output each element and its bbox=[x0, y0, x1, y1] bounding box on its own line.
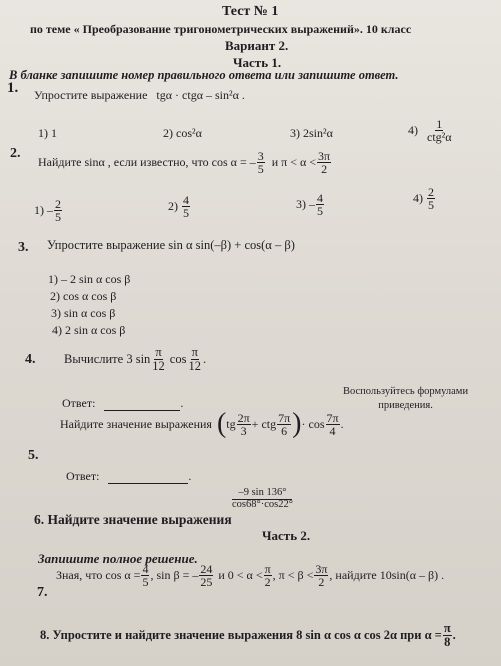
q2-range-denominator: 2 bbox=[321, 162, 328, 176]
q4-answer-label: Ответ: bbox=[62, 396, 96, 410]
q3-text: Упростите выражение sin α sin(–β) + cos(α – β) bbox=[47, 238, 295, 252]
q2-opt3-num: 4 bbox=[317, 191, 323, 205]
q8-den: 8 bbox=[444, 634, 451, 649]
q2-opt1-num: 2 bbox=[55, 197, 61, 211]
q5-hint: Воспользуйтесь формулами приведения. bbox=[343, 386, 469, 411]
q5-left-paren: ( bbox=[216, 408, 227, 439]
q7-cos-den: 5 bbox=[142, 575, 149, 589]
q2-range-numerator: 3π bbox=[318, 149, 331, 163]
q4-fraction-1 bbox=[151, 346, 166, 372]
q7-sin-num: 24 bbox=[200, 562, 213, 576]
q7-line bbox=[56, 563, 444, 588]
q6-numerator: –9 sin 136° bbox=[232, 488, 292, 500]
q1-expression: tgα · ctgα – sin²α . bbox=[156, 88, 245, 102]
q1-option-4-fraction bbox=[426, 118, 453, 143]
q5-fraction-c bbox=[326, 412, 340, 437]
q1-option-2: 2) cos²α bbox=[163, 126, 202, 140]
q7-cond1: и 0 < α < bbox=[218, 568, 263, 582]
q2-option-3-fraction bbox=[316, 192, 324, 217]
q3-option-2: 2) cos α cos β bbox=[50, 289, 117, 303]
q5-a-den: 3 bbox=[240, 423, 247, 438]
q2-option-1 bbox=[34, 198, 63, 223]
q8-line bbox=[40, 622, 456, 648]
q5-c-num: 7π bbox=[326, 410, 339, 425]
q3-number: 3. bbox=[18, 240, 29, 255]
q5-answer-label: Ответ: bbox=[66, 469, 100, 483]
q1-opt4-numerator: 1 bbox=[436, 117, 443, 131]
q8-end: . bbox=[452, 627, 456, 642]
q2-opt1-den: 5 bbox=[55, 210, 61, 224]
q2-opt3-den: 5 bbox=[317, 204, 323, 218]
q8-text: 8. Упростите и найдите значение выражения 8 sin α cos α cos 2α при α = bbox=[40, 627, 442, 642]
q6-text: 6. Найдите значение выражения bbox=[34, 512, 232, 527]
q2-cos-denominator: 5 bbox=[257, 162, 264, 176]
q4-f1-num: π bbox=[155, 345, 162, 359]
q2-text: Найдите sinα , если известно, что cos α = – bbox=[38, 155, 256, 169]
q4-f2-num: π bbox=[191, 345, 198, 359]
q5-right-paren: ) bbox=[292, 408, 302, 439]
q7-text: Зная, что cos α = bbox=[56, 568, 141, 582]
q1-option-1: 1) 1 bbox=[38, 126, 57, 140]
q7-sin-text: , sin β = – bbox=[150, 568, 199, 582]
instruction-text: В бланке запишите номер правильного ответа или запишите ответ. bbox=[9, 68, 399, 82]
q4-f1-den: 12 bbox=[152, 358, 165, 373]
q2-option-3 bbox=[296, 192, 325, 217]
q4-answer-line bbox=[62, 396, 183, 411]
q2-opt4-den: 5 bbox=[428, 198, 434, 212]
q4-line bbox=[64, 346, 206, 372]
q5-answer-tail: . bbox=[188, 469, 192, 483]
q5-cos: · cos bbox=[301, 416, 325, 431]
q7-sin-den: 25 bbox=[200, 575, 213, 589]
q2-range-fraction bbox=[317, 150, 331, 175]
q5-fraction-b bbox=[277, 412, 291, 437]
q4-fraction-2 bbox=[187, 346, 202, 372]
q4-cos: cos bbox=[169, 351, 187, 366]
q5-line bbox=[60, 410, 344, 438]
q7-cond1-fraction bbox=[264, 563, 272, 588]
q5-tg: tg bbox=[226, 416, 236, 431]
q3-option-3: 3) sin α cos β bbox=[51, 306, 116, 320]
q7-c2-num: 3π bbox=[315, 562, 328, 576]
q2-cos-numerator: 3 bbox=[257, 149, 264, 163]
q5-plus-ctg: + ctg bbox=[251, 416, 277, 431]
q1-opt4-denominator: ctg²α bbox=[427, 130, 452, 144]
q5-text: Найдите значение выражения bbox=[60, 416, 212, 431]
q7-cos-num: 4 bbox=[142, 562, 149, 576]
q5-number: 5. bbox=[28, 448, 39, 463]
q7-c2-den: 2 bbox=[318, 575, 325, 589]
q7-sin-fraction bbox=[199, 563, 213, 588]
q6-fraction bbox=[230, 488, 295, 510]
q2-option-2-fraction bbox=[182, 194, 190, 219]
q3-option-1: 1) – 2 sin α cos β bbox=[48, 272, 131, 286]
q4-answer-tail: . bbox=[180, 396, 184, 410]
q7-cond2: , π < β < bbox=[272, 568, 314, 582]
q7-cos-fraction bbox=[141, 563, 149, 588]
part2-instruction: Запишите полное решение. bbox=[38, 551, 198, 566]
q2-range-text: и π < α < bbox=[271, 155, 317, 169]
q5-a-num: 2π bbox=[237, 410, 250, 425]
q7-number: 7. bbox=[37, 585, 48, 600]
q5-answer-blank[interactable] bbox=[108, 483, 188, 484]
q2-number: 2. bbox=[10, 146, 21, 161]
q2-option-2 bbox=[168, 194, 191, 219]
q4-f2-den: 12 bbox=[188, 358, 201, 373]
test-title: Тест № 1 bbox=[222, 4, 279, 19]
q2-option-4-label: 4) bbox=[413, 191, 423, 205]
q5-b-den: 6 bbox=[281, 423, 288, 438]
q7-tail: , найдите 10sin(α – β) . bbox=[329, 568, 445, 582]
q4-text: Вычислите 3 sin bbox=[64, 351, 151, 366]
q2-cos-fraction bbox=[257, 150, 265, 175]
test-subtitle: по теме « Преобразование тригонометрических выражений». 10 класс bbox=[30, 22, 412, 36]
q2-option-4-fraction bbox=[427, 186, 435, 211]
q2-line bbox=[38, 150, 332, 175]
q5-answer-line bbox=[66, 469, 191, 484]
q8-fraction bbox=[443, 622, 452, 648]
q6-denominator: cos68°·cos22° bbox=[232, 498, 293, 510]
q1-number: 1. bbox=[7, 80, 19, 96]
q4-number: 4. bbox=[25, 352, 36, 367]
q1-text: Упростите выражение bbox=[34, 88, 148, 102]
q2-option-1-fraction bbox=[54, 198, 62, 223]
q1-option-4 bbox=[408, 118, 454, 143]
q5-c-den: 4 bbox=[329, 423, 336, 438]
q7-c1-den: 2 bbox=[264, 575, 271, 589]
q5-b-num: 7π bbox=[278, 410, 291, 425]
q2-option-3-label: 3) – bbox=[296, 197, 315, 211]
q1-option-4-label: 4) bbox=[408, 123, 418, 137]
part2-title: Часть 2. bbox=[262, 528, 311, 543]
q3-option-4: 4) 2 sin α cos β bbox=[52, 323, 126, 337]
q4-end: . bbox=[202, 351, 207, 366]
q2-option-2-label: 2) bbox=[168, 199, 178, 213]
q2-opt4-num: 2 bbox=[428, 185, 434, 199]
q6-fraction-inner bbox=[231, 488, 294, 510]
q2-opt2-den: 5 bbox=[183, 206, 189, 220]
part1-title: Часть 1. bbox=[233, 55, 282, 70]
q2-option-4 bbox=[413, 186, 436, 211]
q5-dot: . bbox=[340, 416, 344, 431]
variant-label: Вариант 2. bbox=[225, 38, 289, 53]
q2-opt2-num: 4 bbox=[183, 193, 189, 207]
q8-num: π bbox=[443, 621, 451, 635]
q2-option-1-label: 1) – bbox=[34, 203, 53, 217]
q5-fraction-a bbox=[237, 412, 251, 437]
q1-option-3: 3) 2sin²α bbox=[290, 126, 333, 140]
q7-cond2-fraction bbox=[314, 563, 328, 588]
q7-c1-num: π bbox=[264, 562, 271, 576]
q1-line bbox=[34, 88, 245, 103]
